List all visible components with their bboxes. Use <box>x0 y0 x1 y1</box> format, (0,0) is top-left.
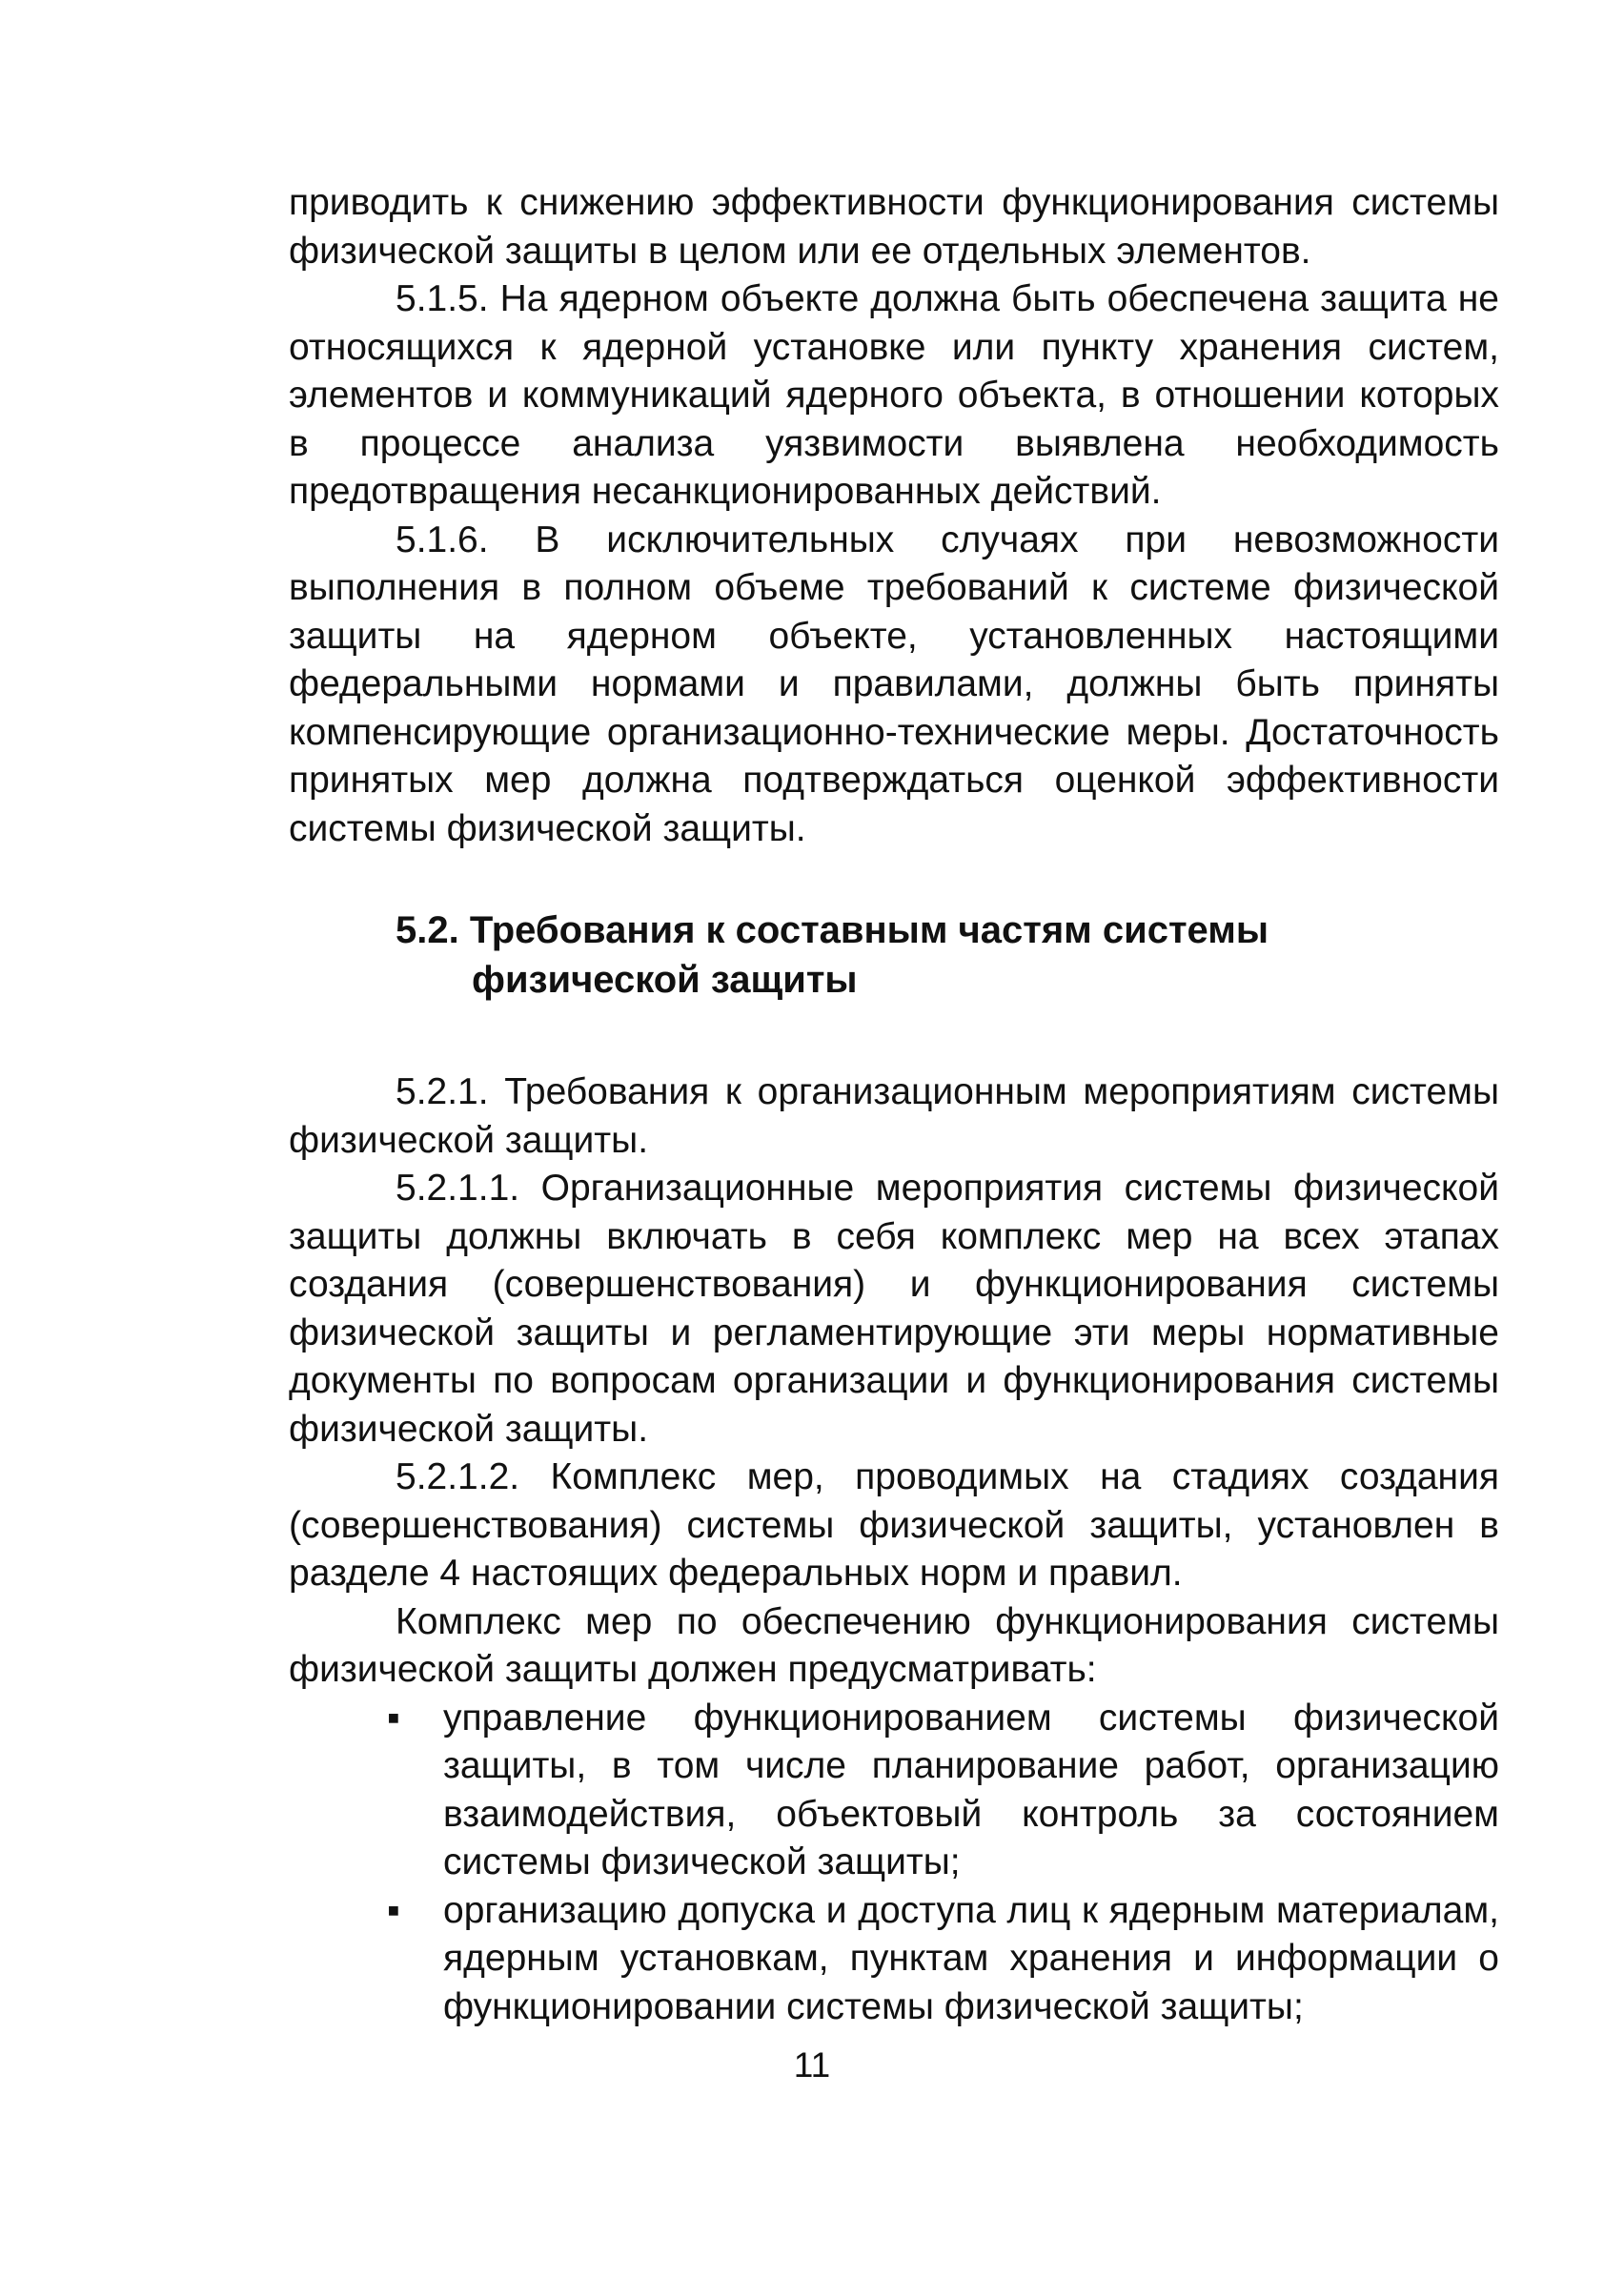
paragraph-5-1-6: 5.1.6. В исключительных случаях при невозможности выполнения в полном объеме требований к системе физической защиты на ядерном объекте, установленных настоящими федеральными нормами и правилами, должны быть приняты компенсирующие организационно-технические меры. Достаточность принятых мер должна подтверждаться оценкой эффективности системы физической защиты. <box>289 519 1499 849</box>
paragraph-measures-intro: Комплекс мер по обеспечению функционирования системы физической защиты должен предусматривать: <box>289 1600 1499 1690</box>
list-item-text: организацию допуска и доступа лиц к ядерным материалам, ядерным установкам, пунктам хранения и информации о функционировании системы физической защиты; <box>443 1889 1499 2027</box>
bullet-marker-icon: ▪ <box>387 1697 400 1739</box>
paragraph-continuation: приводить к снижению эффективности функционирования системы физической защиты в целом или ее отдельных элементов. <box>289 182 1499 272</box>
page-number: 11 <box>793 2045 831 2085</box>
section-heading-line-1: 5.2. Требования к составным частям системы <box>396 909 1269 951</box>
paragraph-5-1-5: 5.1.5. На ядерном объекте должна быть обеспечена защита не относящихся к ядерной установке или пункту хранения систем, элементов и коммуникаций ядерного объекта, в отношении которых в процессе анализа уязвимости выявлена необходимость предотвращения несанкционированных действий. <box>289 278 1499 512</box>
paragraph-5-2-1-2: 5.2.1.2. Комплекс мер, проводимых на стадиях создания (совершенствования) системы физической защиты, установлен в разделе 4 настоящих федеральных норм и правил. <box>289 1456 1499 1594</box>
paragraph-5-2-1-1: 5.2.1.1. Организационные мероприятия системы физической защиты должны включать в себя комплекс мер на всех этапах создания (совершенствования) и функционирования системы физической защиты и регламентирующие эти меры нормативные документы по вопросам организации и функционирования системы физической защиты. <box>289 1168 1499 1450</box>
bullet-marker-icon: ▪ <box>387 1889 400 1931</box>
measures-bullet-list <box>289 1695 1499 2032</box>
paragraph-5-2-1: 5.2.1. Требования к организационным мероприятиям системы физической защиты. <box>289 1071 1499 1161</box>
section-heading-5-2 <box>396 905 1499 1005</box>
list-item <box>289 1887 1499 2032</box>
list-item-text: управление функционированием системы физической защиты, в том числе планирование работ, организацию взаимодействия, объектовый контроль за состоянием системы физической защиты; <box>443 1697 1499 1882</box>
section-heading-line-2: физической защиты <box>472 959 858 1001</box>
list-item <box>289 1695 1499 1887</box>
document-body <box>289 179 1499 2031</box>
